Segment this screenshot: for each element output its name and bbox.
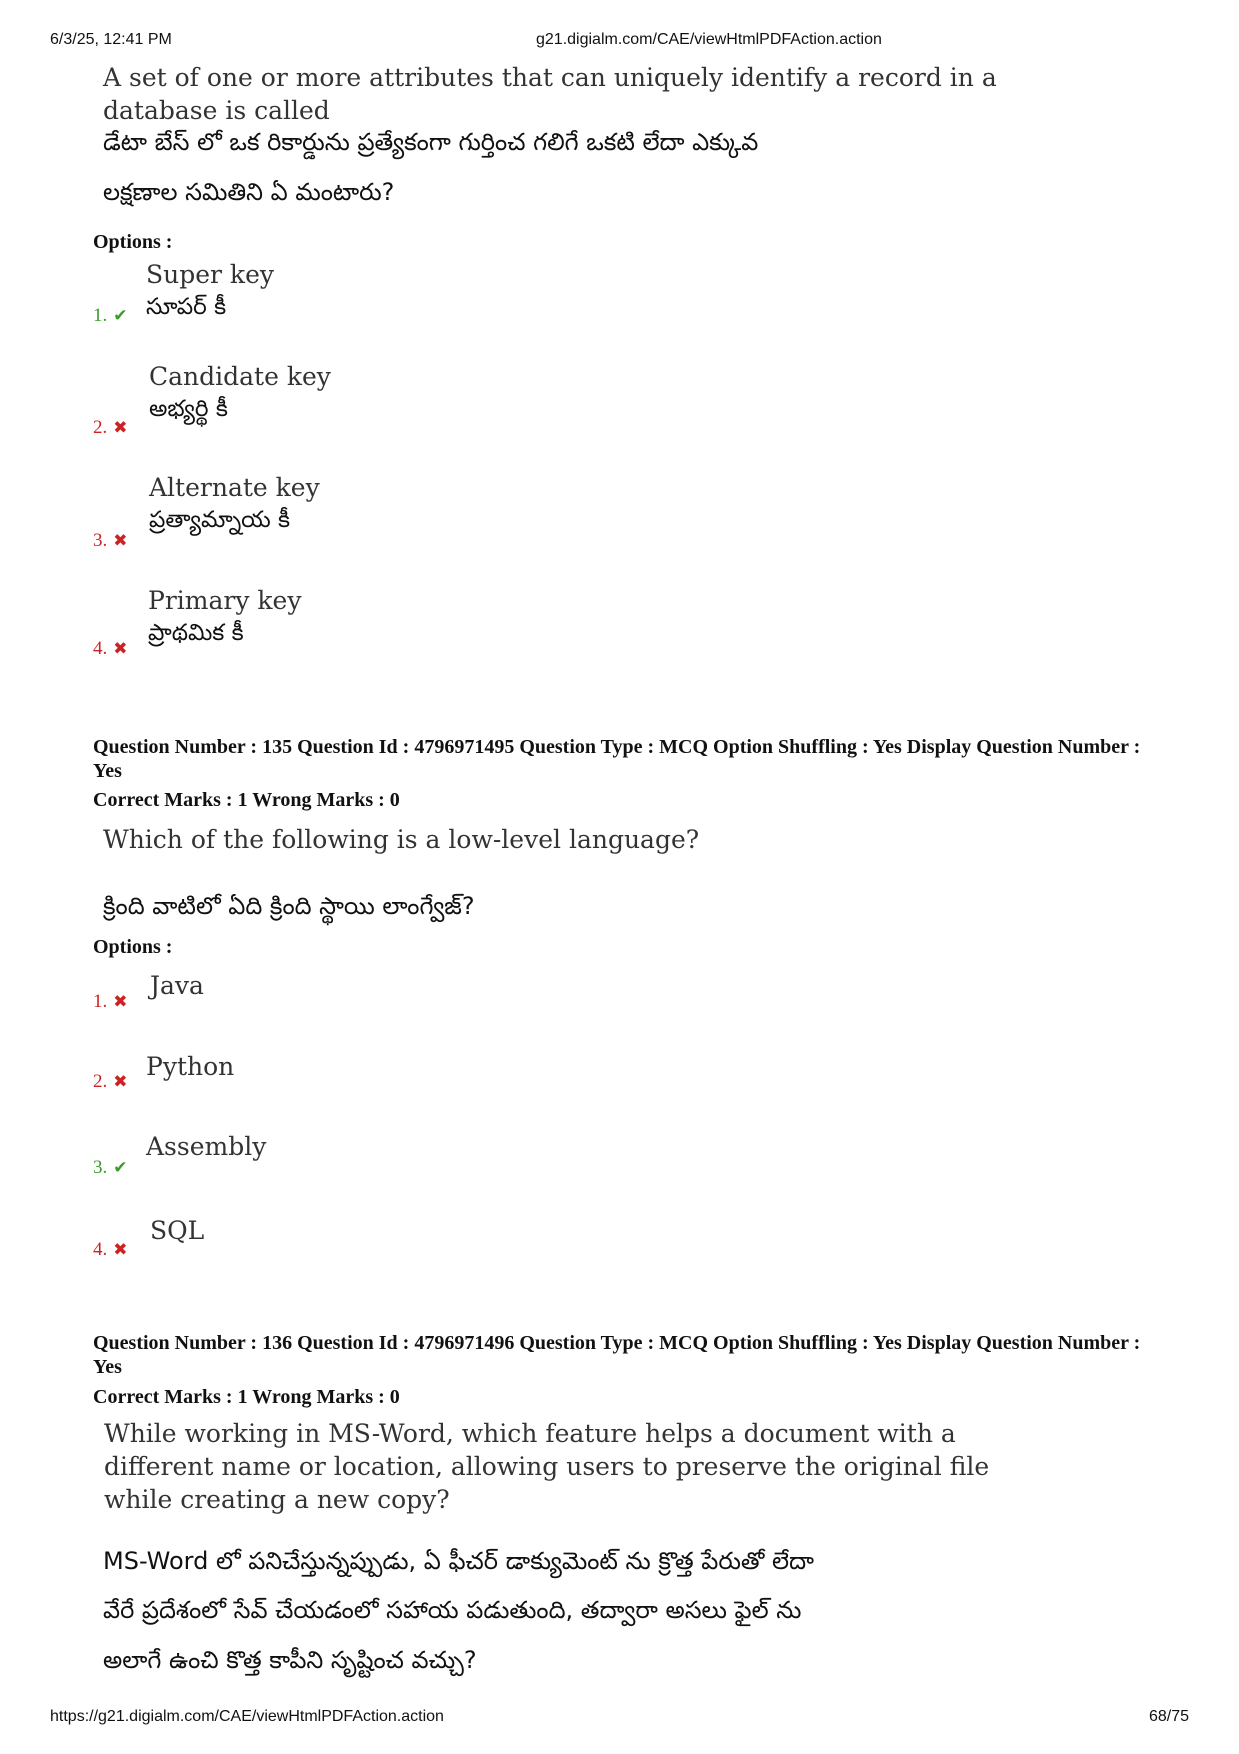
option-number: [93, 638, 128, 660]
question-135-text-te: క్రింది వాటిలో ఏది క్రింది స్థాయి లాంగ్వేజ్?: [103, 892, 475, 920]
question-136-text-en-line1: While working in MS-Word, which feature helps a document with a: [104, 1419, 956, 1448]
question-136-text-en: [104, 1417, 990, 1516]
option-text-te: అభ్యర్థి కీ: [149, 396, 228, 422]
question-136-text-te-line3: అలాగే ఉంచి కొత్త కాపీని సృష్టించ వచ్చు?: [103, 1646, 477, 1674]
option-number-text: 3.: [93, 530, 108, 551]
option-number: [93, 530, 128, 552]
question-134-text-te-line2: లక్షణాల సమితిని ఏ మంటారు?: [103, 178, 395, 206]
option-number: [93, 1157, 128, 1179]
option-text-te: సూపర్ కీ: [146, 294, 227, 320]
print-page-title: g21.digialm.com/CAE/viewHtmlPDFAction.action: [536, 31, 882, 48]
option-text-en: Candidate key: [149, 362, 331, 391]
question-134-text-te-line1: డేటా బేస్ లో ఒక రికార్డును ప్రత్యేకంగా గుర్తించ గలిగే ఒకటి లేదా ఎక్కువ: [103, 128, 759, 156]
cross-icon: ✖: [113, 992, 128, 1012]
option-text-en: Assembly: [146, 1132, 267, 1161]
question-134-text-en-line2: database is called: [103, 96, 330, 125]
check-icon: ✔: [113, 1158, 128, 1178]
option-number: [93, 991, 128, 1013]
question-136-meta: Question Number : 136 Question Id : 4796971496 Question Type : MCQ Option Shuffling : Yes Display Question Number : Yes: [93, 1332, 1141, 1378]
option-number: [93, 417, 128, 439]
option-number-text: 3.: [93, 1157, 108, 1178]
cross-icon: ✖: [113, 639, 128, 659]
question-135-meta: Question Number : 135 Question Id : 4796971495 Question Type : MCQ Option Shuffling : Yes Display Question Number : Yes: [93, 736, 1141, 782]
option-text-en: Super key: [146, 260, 274, 289]
question-135-marks: Correct Marks : 1 Wrong Marks : 0: [93, 789, 400, 811]
options-label: Options :: [93, 231, 173, 253]
option-text-en: Java: [150, 971, 204, 1000]
option-number: [93, 305, 128, 327]
option-text-en: Primary key: [148, 586, 302, 615]
question-136-text-te-line1: MS-Word లో పనిచేస్తున్నప్పుడు, ఏ ఫీచర్ డాక్యుమెంట్ ను క్రొత్త పేరుతో లేదా: [103, 1547, 814, 1575]
print-datetime: 6/3/25, 12:41 PM: [50, 31, 172, 48]
question-134-text-en: [103, 61, 1003, 127]
print-page-number: 68/75: [1149, 1708, 1190, 1725]
cross-icon: ✖: [113, 1072, 128, 1092]
cross-icon: ✖: [113, 531, 128, 551]
option-number: [93, 1239, 128, 1261]
option-number: [93, 1071, 128, 1093]
option-number-text: 2.: [93, 417, 108, 438]
option-text-te: ప్రాథమిక కీ: [148, 620, 244, 646]
option-text-en: Alternate key: [149, 473, 320, 502]
question-136-text-en-line2: different name or location, allowing users to preserve the original file: [104, 1452, 990, 1481]
question-136-marks: Correct Marks : 1 Wrong Marks : 0: [93, 1386, 400, 1408]
option-text-en: Python: [146, 1052, 235, 1081]
option-number-text: 1.: [93, 991, 108, 1012]
option-number-text: 1.: [93, 305, 108, 326]
print-footer-url: https://g21.digialm.com/CAE/viewHtmlPDFAction.action: [50, 1708, 444, 1725]
cross-icon: ✖: [113, 418, 128, 438]
option-number-text: 4.: [93, 638, 108, 659]
option-text-te: ప్రత్యామ్నాయ కీ: [149, 507, 291, 533]
check-icon: ✔: [113, 306, 128, 326]
option-text-en: SQL: [150, 1216, 205, 1245]
options-label: Options :: [93, 936, 173, 958]
option-number-text: 2.: [93, 1071, 108, 1092]
question-136-text-en-line3: while creating a new copy?: [104, 1485, 450, 1514]
option-number-text: 4.: [93, 1239, 108, 1260]
question-135-text-en: Which of the following is a low-level language?: [103, 825, 700, 854]
question-134-text-en-line1: A set of one or more attributes that can uniquely identify a record in a: [103, 63, 997, 92]
question-136-text-te-line2: వేరే ప్రదేశంలో సేవ్ చేయడంలో సహాయ పడుతుంది, తద్వారా అసలు ఫైల్ ను: [103, 1596, 802, 1624]
cross-icon: ✖: [113, 1240, 128, 1260]
